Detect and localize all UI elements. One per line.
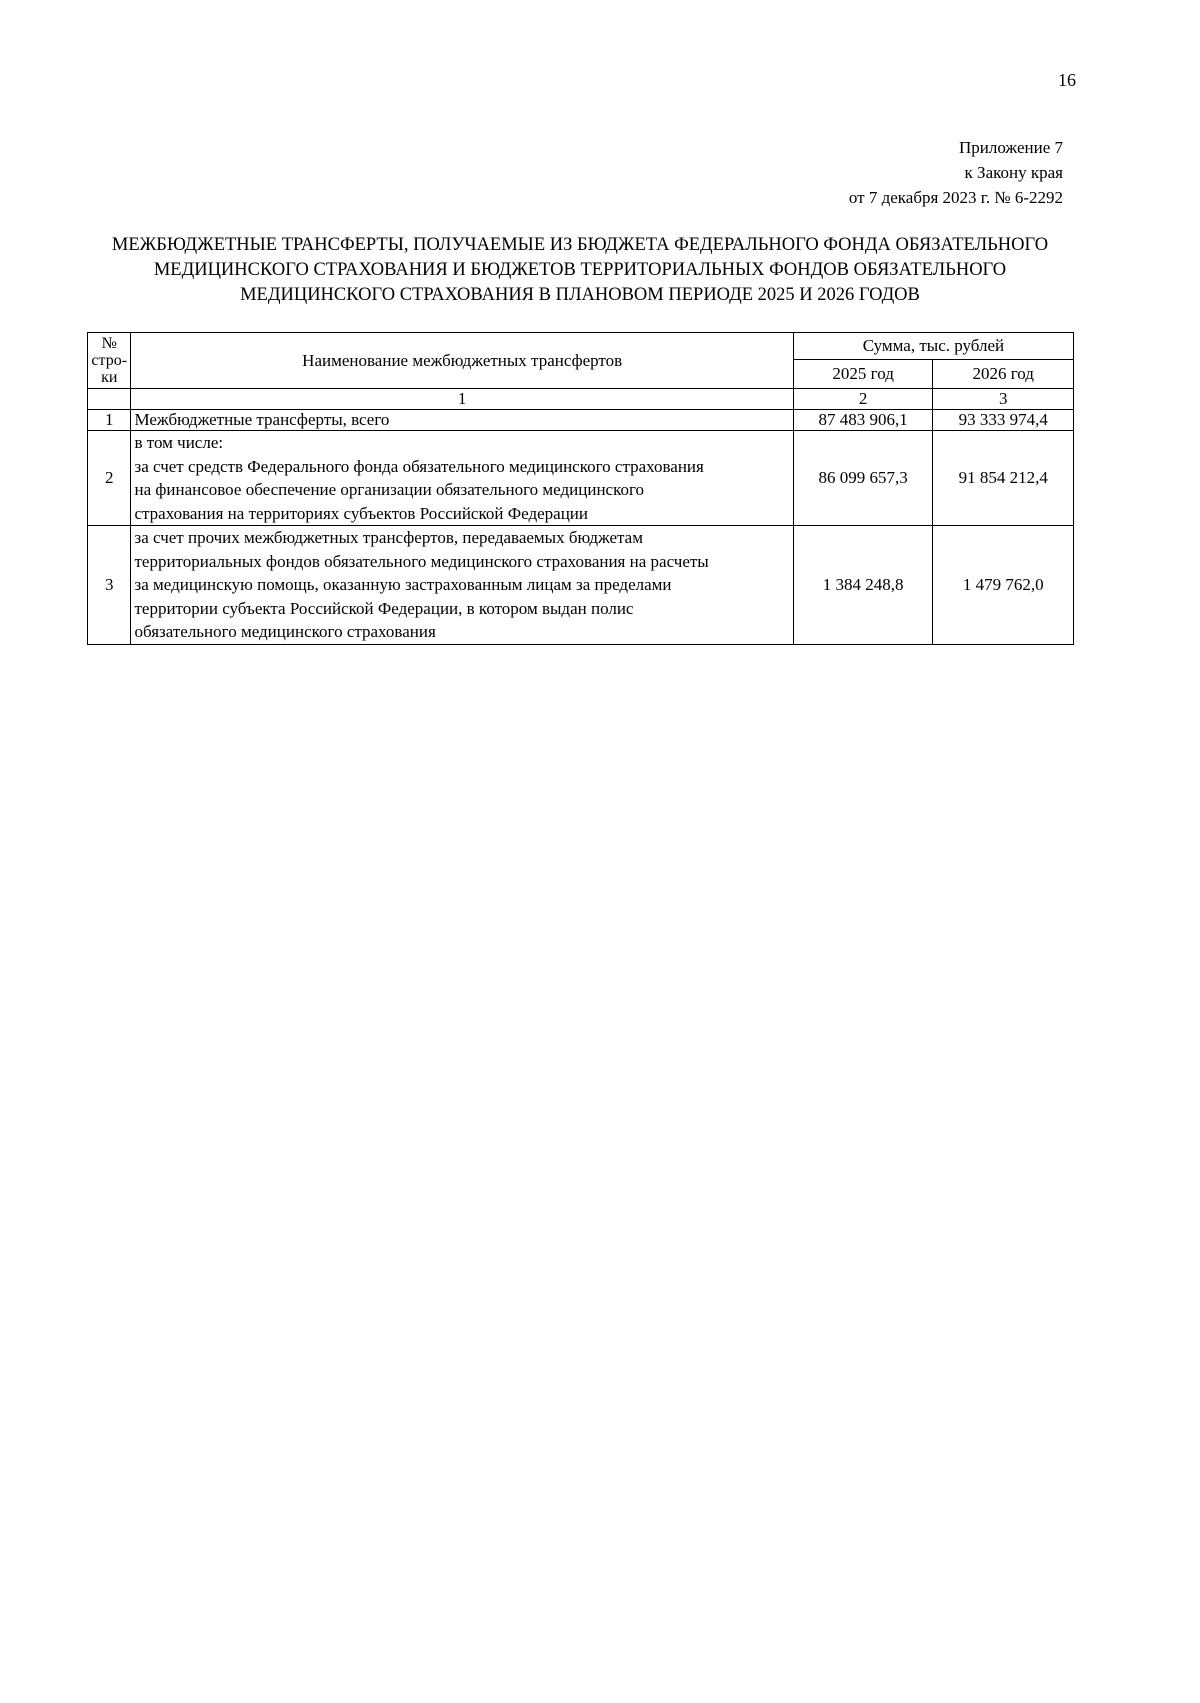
- header-row-number: [88, 333, 131, 389]
- row-value-2025: 87 483 906,1: [793, 410, 933, 431]
- table-row: [88, 526, 1074, 645]
- column-number: 3: [933, 389, 1074, 410]
- table-row: [88, 431, 1074, 526]
- table-row: [88, 410, 1074, 431]
- row-value-2025: 1 384 248,8: [793, 526, 933, 645]
- row-name-line: обязательного медицинского страхования: [134, 622, 436, 641]
- table-header-row: [88, 333, 1074, 360]
- row-name: [131, 431, 793, 526]
- header-name: Наименование межбюджетных трансфертов: [131, 333, 793, 389]
- row-name-line: территориальных фондов обязательного медицинского страхования на расчеты: [134, 551, 709, 571]
- annex-law-date: от 7 декабря 2023 г. № 6-2292: [848, 188, 1063, 207]
- column-number-row: [88, 389, 1074, 410]
- row-name: Межбюджетные трансферты, всего: [131, 410, 793, 431]
- row-value-2026: 93 333 974,4: [933, 410, 1074, 431]
- row-name-line: в том числе:: [134, 433, 224, 452]
- header-no-text: ки: [101, 369, 118, 386]
- row-number: 1: [88, 410, 131, 431]
- title-line: МЕДИЦИНСКОГО СТРАХОВАНИЯ В ПЛАНОВОМ ПЕРИОДЕ 2025 И 2026 ГОДОВ: [240, 285, 920, 305]
- annex-number: Приложение 7: [959, 138, 1063, 157]
- column-number-empty: [88, 389, 131, 410]
- column-number: 2: [793, 389, 933, 410]
- row-number: 3: [88, 526, 131, 645]
- header-year-2026: 2026 год: [933, 360, 1074, 389]
- row-value-2026: 1 479 762,0: [933, 526, 1074, 645]
- header-sum: Сумма, тыс. рублей: [793, 333, 1073, 360]
- transfers-table: [87, 332, 1074, 645]
- row-number: 2: [88, 431, 131, 526]
- row-name-line: за счет прочих межбюджетных трансфертов, передаваемых бюджетам: [134, 528, 643, 547]
- row-name-line: на финансовое обеспечение организации обязательного медицинского: [134, 480, 645, 499]
- title-line: МЕДИЦИНСКОГО СТРАХОВАНИЯ И БЮДЖЕТОВ ТЕРРИТОРИАЛЬНЫХ ФОНДОВ ОБЯЗАТЕЛЬНОГО: [153, 260, 1007, 280]
- header-no-text: стро-: [91, 352, 128, 369]
- row-name-line: страхования на территориях субъектов Российской Федерации: [134, 503, 589, 523]
- row-value-2026: 91 854 212,4: [933, 431, 1074, 526]
- annex-law-reference: к Закону края: [964, 163, 1063, 182]
- annex-block: [849, 135, 1063, 210]
- row-name-line: территории субъекта Российской Федерации, в котором выдан полис: [134, 598, 634, 618]
- title-line: МЕЖБЮДЖЕТНЫЕ ТРАНСФЕРТЫ, ПОЛУЧАЕМЫЕ ИЗ БЮДЖЕТА ФЕДЕРАЛЬНОГО ФОНДА ОБЯЗАТЕЛЬНОГО: [111, 235, 1049, 255]
- page-number: 16: [1058, 70, 1076, 90]
- row-name: [131, 526, 793, 645]
- row-value-2025: 86 099 657,3: [793, 431, 933, 526]
- column-number: 1: [131, 389, 793, 410]
- row-name-line: за счет средств Федерального фонда обязательного медицинского страхования: [134, 456, 704, 476]
- header-no-sign: №: [101, 335, 117, 352]
- row-name-line: за медицинскую помощь, оказанную застрахованным лицам за пределами: [134, 575, 672, 594]
- document-title: [80, 233, 1080, 308]
- header-year-2025: 2025 год: [793, 360, 933, 389]
